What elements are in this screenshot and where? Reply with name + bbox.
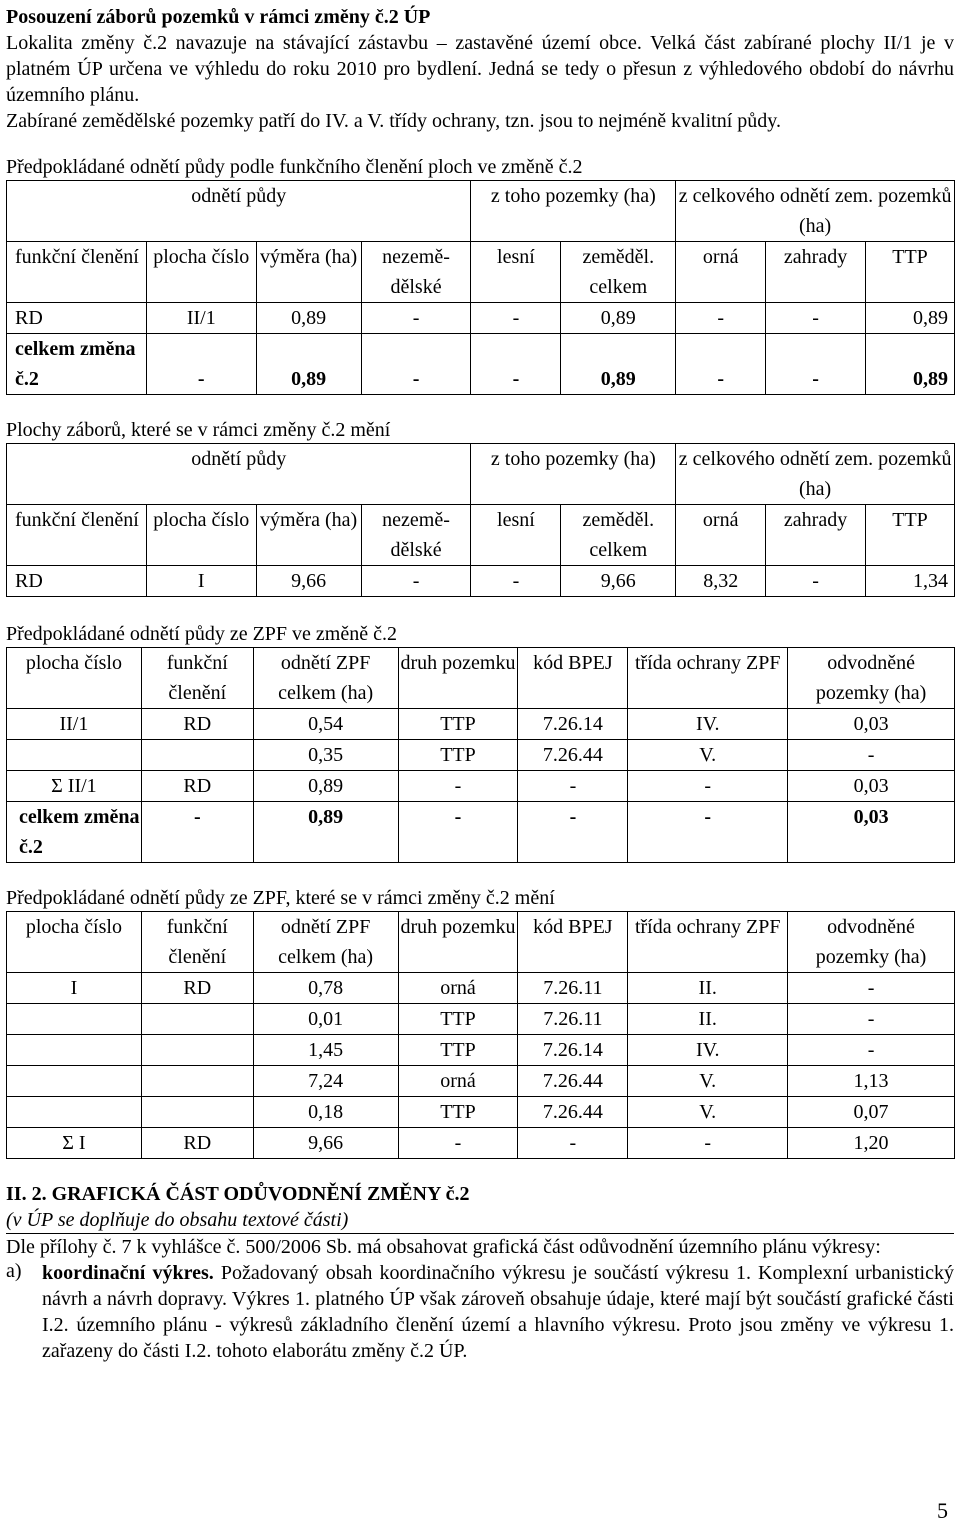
header-cell: třída ochrany ZPF	[628, 912, 788, 973]
table3-caption: Předpokládané odnětí půdy ze ZPF ve změně č.2	[6, 623, 397, 645]
table-cell: RD	[141, 771, 253, 802]
header-cell: funkční členění	[141, 912, 253, 973]
table-cell: 0,01	[253, 1004, 398, 1035]
table-row	[7, 303, 955, 334]
table-cell: -	[518, 771, 628, 802]
table-cell: 0,03	[788, 802, 955, 863]
list-item-text	[42, 1260, 954, 1364]
table-cell: -	[766, 566, 866, 597]
table-cell: Σ II/1	[7, 771, 142, 802]
header-cell: funkční členění	[141, 648, 253, 709]
table-row	[7, 709, 955, 740]
header-cell: odnětí půdy	[7, 444, 471, 505]
header-cell: orná	[676, 242, 766, 303]
table-cell: 0,03	[788, 771, 955, 802]
table-cell: -	[518, 802, 628, 863]
table-row	[7, 1035, 955, 1066]
page-title: Posouzení záborů pozemků v rámci změny č.2 ÚP	[6, 6, 431, 28]
table-header-row	[7, 648, 955, 709]
table-cell: TTP	[398, 1035, 518, 1066]
table-cell: -	[628, 802, 788, 863]
table-cell: 7.26.44	[518, 740, 628, 771]
table-header-row	[7, 444, 955, 505]
table-total-row	[7, 802, 955, 863]
table-cell: IV.	[628, 709, 788, 740]
list-item	[6, 1260, 954, 1364]
table-cell: celkem změna č.2	[7, 334, 147, 395]
table-cell: 7.26.11	[518, 973, 628, 1004]
table-cell: RD	[7, 566, 147, 597]
header-cell: kód BPEJ	[518, 912, 628, 973]
table-cell: -	[398, 802, 518, 863]
table-cell: -	[788, 1035, 955, 1066]
header-cell: z toho pozemky (ha)	[471, 444, 676, 505]
table-cell: -	[788, 1004, 955, 1035]
table-cell: orná	[398, 973, 518, 1004]
header-cell: druh pozemku	[398, 912, 518, 973]
header-cell: výměra (ha)	[256, 242, 361, 303]
header-cell: zeměděl. celkem	[561, 505, 676, 566]
table-cell: 0,89	[256, 303, 361, 334]
table-cell: IV.	[628, 1035, 788, 1066]
header-cell: z celkového odnětí zem. pozemků (ha)	[676, 444, 955, 505]
header-cell: odnětí ZPF celkem (ha)	[253, 648, 398, 709]
header-cell: lesní	[471, 242, 561, 303]
header-cell: orná	[676, 505, 766, 566]
table-cell: I	[146, 566, 256, 597]
table-cell	[141, 1066, 253, 1097]
header-cell: třída ochrany ZPF	[628, 648, 788, 709]
table-cell: TTP	[398, 709, 518, 740]
table-cell	[141, 1097, 253, 1128]
table-cell	[141, 1035, 253, 1066]
header-cell: plocha číslo	[146, 505, 256, 566]
table-cell: 7.26.14	[518, 709, 628, 740]
table-cell: V.	[628, 1066, 788, 1097]
header-cell: TTP	[866, 242, 955, 303]
header-cell: nezemě-dělské	[361, 242, 471, 303]
table1-caption: Předpokládané odnětí půdy podle funkčního členění ploch ve změně č.2	[6, 156, 583, 178]
table-cell	[141, 1004, 253, 1035]
table-cell: -	[471, 566, 561, 597]
table-cell: 9,66	[561, 566, 676, 597]
table-cell: 1,13	[788, 1066, 955, 1097]
table-cell: -	[141, 802, 253, 863]
document-page	[6, 4, 954, 1364]
table-cell: 7.26.14	[518, 1035, 628, 1066]
table-cell: 0,89	[561, 303, 676, 334]
table-functional-division	[6, 180, 955, 395]
table-cell: -	[766, 334, 866, 395]
table-cell: TTP	[398, 1004, 518, 1035]
header-cell: z celkového odnětí zem. pozemků (ha)	[676, 181, 955, 242]
table-cell: 0,78	[253, 973, 398, 1004]
table-cell: -	[471, 303, 561, 334]
intro-paragraph: Zabírané zemědělské pozemky patří do IV. a V. třídy ochrany, tzn. jsou to nejméně kvalitní půdy.	[6, 110, 781, 132]
table-cell: -	[676, 334, 766, 395]
table-cell: 0,89	[253, 771, 398, 802]
table-changed-areas	[6, 443, 955, 597]
list-item-body: Požadovaný obsah koordinačního výkresu je součástí výkresu 1. Komplexní urbanistický návrh a návrh dopravy. Výkres 1. platného ÚP však zároveň obsahuje údaje, které mají být součástí grafické části I.2. územního plánu - výkresů základního členění území a hlavního výkresu. Proto jsou změny ve výkresu 1. zařazeny do části I.2. tohoto elaborátu změny č.2 ÚP.	[42, 1262, 954, 1362]
table-cell: V.	[628, 740, 788, 771]
table-cell: -	[146, 334, 256, 395]
header-cell: odnětí půdy	[7, 181, 471, 242]
table-cell: 7.26.44	[518, 1066, 628, 1097]
table-cell	[7, 1066, 142, 1097]
table-cell: orná	[398, 1066, 518, 1097]
table-cell: 0,07	[788, 1097, 955, 1128]
table-cell: 0,89	[561, 334, 676, 395]
header-cell: plocha číslo	[7, 912, 142, 973]
table-cell	[7, 740, 142, 771]
table-cell: RD	[141, 1128, 253, 1159]
header-cell: zeměděl. celkem	[561, 242, 676, 303]
list-item-label: a)	[6, 1260, 22, 1282]
table-cell: -	[628, 771, 788, 802]
table-cell: RD	[141, 973, 253, 1004]
table-cell: -	[361, 566, 471, 597]
table4-caption: Předpokládané odnětí půdy ze ZPF, které se v rámci změny č.2 mění	[6, 887, 555, 909]
intro-paragraph: Lokalita změny č.2 navazuje na stávající zástavbu – zastavěné území obce. Velká část zabírané plochy II/1 je v platném ÚP určena ve výhledu do roku 2010 pro bydlení. Jedná se tedy o přesun z výhledového období do návrhu územního plánu.	[6, 32, 954, 106]
header-cell: nezemě-dělské	[361, 505, 471, 566]
table-cell: -	[628, 1128, 788, 1159]
table-cell: -	[788, 740, 955, 771]
table-cell: -	[471, 334, 561, 395]
table-cell: -	[766, 303, 866, 334]
table-cell: 0,54	[253, 709, 398, 740]
header-cell: výměra (ha)	[256, 505, 361, 566]
table-header-row	[7, 181, 955, 242]
header-cell: plocha číslo	[7, 648, 142, 709]
table-total-row	[7, 334, 955, 395]
header-cell: funkční členění	[7, 505, 147, 566]
header-cell: plocha číslo	[146, 242, 256, 303]
table-header-row	[7, 242, 955, 303]
table-cell: -	[788, 973, 955, 1004]
table-cell: 0,18	[253, 1097, 398, 1128]
table-cell	[141, 740, 253, 771]
table-cell: II.	[628, 973, 788, 1004]
section-heading: II. 2. GRAFICKÁ ČÁST ODŮVODNĚNÍ ZMĚNY č.2	[6, 1183, 470, 1205]
table-cell: 7,24	[253, 1066, 398, 1097]
table-header-row	[7, 505, 955, 566]
table-cell: II/1	[7, 709, 142, 740]
table-cell: RD	[7, 303, 147, 334]
table-cell: II.	[628, 1004, 788, 1035]
table-cell: 0,03	[788, 709, 955, 740]
table-row	[7, 1097, 955, 1128]
header-cell: TTP	[866, 505, 955, 566]
table-cell: -	[361, 334, 471, 395]
table-cell: V.	[628, 1097, 788, 1128]
header-cell: funkční členění	[7, 242, 147, 303]
table-cell: 1,34	[866, 566, 955, 597]
table-row	[7, 1004, 955, 1035]
table-cell: 7.26.44	[518, 1097, 628, 1128]
list-item-bold: koordinační výkres.	[42, 1262, 214, 1284]
table-zpf-change	[6, 647, 955, 863]
header-cell: druh pozemku	[398, 648, 518, 709]
table-cell: 0,89	[256, 334, 361, 395]
table-cell: -	[398, 771, 518, 802]
table-cell: 0,35	[253, 740, 398, 771]
table-cell: RD	[141, 709, 253, 740]
table-cell: 9,66	[253, 1128, 398, 1159]
table-cell: 0,89	[866, 303, 955, 334]
table-cell: 1,20	[788, 1128, 955, 1159]
table-cell	[7, 1035, 142, 1066]
section-subheading: (v ÚP se doplňuje do obsahu textové části)	[6, 1207, 954, 1234]
table-cell: 7.26.11	[518, 1004, 628, 1035]
page-number: 5	[937, 1498, 948, 1523]
table-cell: 8,32	[676, 566, 766, 597]
header-cell: z toho pozemky (ha)	[471, 181, 676, 242]
table-zpf-changed	[6, 911, 955, 1159]
header-cell: odvodněné pozemky (ha)	[788, 648, 955, 709]
header-cell: lesní	[471, 505, 561, 566]
table-cell: TTP	[398, 1097, 518, 1128]
header-cell: odnětí ZPF celkem (ha)	[253, 912, 398, 973]
table-cell: TTP	[398, 740, 518, 771]
table-row	[7, 1066, 955, 1097]
table2-caption: Plochy záborů, které se v rámci změny č.2 mění	[6, 419, 391, 441]
table-cell: 9,66	[256, 566, 361, 597]
table-cell: -	[398, 1128, 518, 1159]
header-cell: odvodněné pozemky (ha)	[788, 912, 955, 973]
header-cell: zahrady	[766, 242, 866, 303]
section-paragraph: Dle přílohy č. 7 k vyhlášce č. 500/2006 Sb. má obsahovat grafická část odůvodnění územního plánu výkresy:	[6, 1236, 881, 1258]
table-cell: 1,45	[253, 1035, 398, 1066]
table-row	[7, 771, 955, 802]
table-cell	[7, 1004, 142, 1035]
table-cell: -	[361, 303, 471, 334]
table-row	[7, 566, 955, 597]
table-cell: Σ I	[7, 1128, 142, 1159]
table-row	[7, 1128, 955, 1159]
header-cell: zahrady	[766, 505, 866, 566]
table-cell: I	[7, 973, 142, 1004]
table-cell: 0,89	[253, 802, 398, 863]
table-header-row	[7, 912, 955, 973]
table-cell: -	[676, 303, 766, 334]
table-cell: II/1	[146, 303, 256, 334]
header-cell: kód BPEJ	[518, 648, 628, 709]
table-cell: celkem změna č.2	[7, 802, 142, 863]
table-row	[7, 973, 955, 1004]
table-cell	[7, 1097, 142, 1128]
table-cell: 0,89	[866, 334, 955, 395]
table-cell: -	[518, 1128, 628, 1159]
table-row	[7, 740, 955, 771]
